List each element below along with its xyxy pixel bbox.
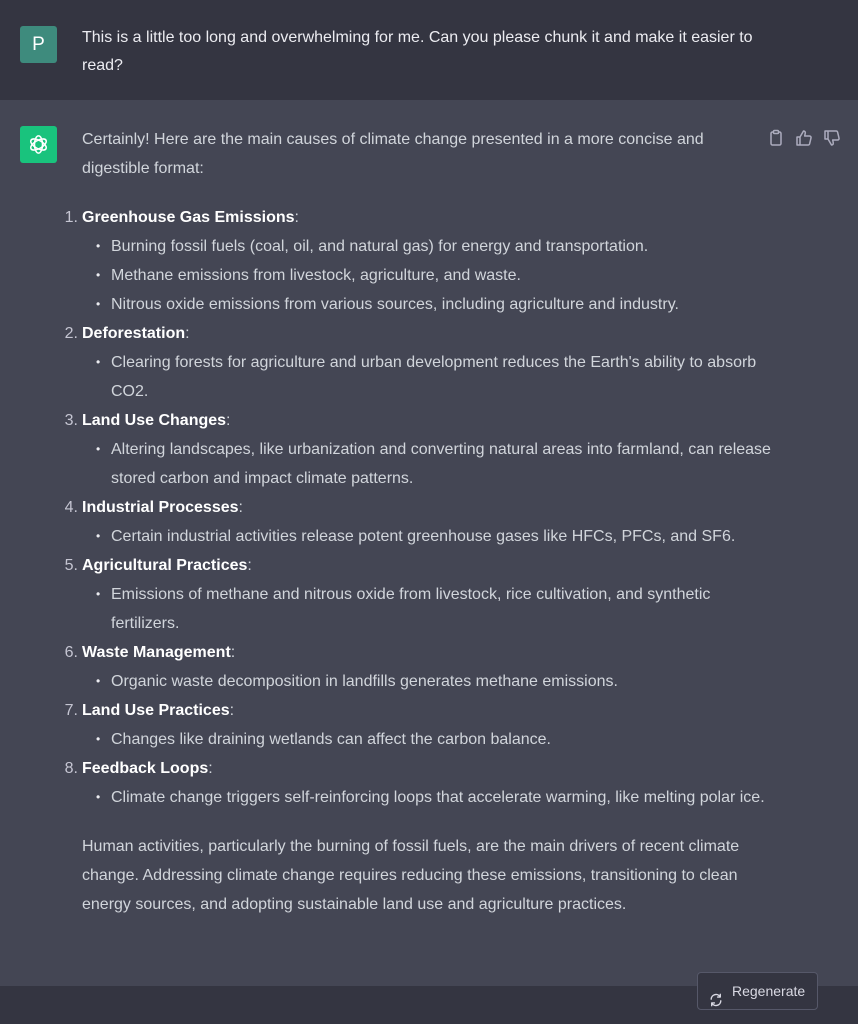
list-item: 4. Industrial Processes: • Certain industrial activities release potent greenhouse gases like HFCs, PFCs, and SF6. bbox=[82, 493, 772, 551]
user-avatar: P bbox=[20, 26, 57, 63]
sub-point: • Clearing forests for agriculture and urban development reduces the Earth's ability to absorb CO2. bbox=[96, 354, 757, 400]
assistant-message-row bbox=[0, 100, 858, 986]
thumbs-down-icon[interactable] bbox=[822, 128, 842, 148]
list-item: 1. Greenhouse Gas Emissions: • Burning fossil fuels (coal, oil, and natural gas) for energy and transportation. • Methane emissions from livestock, agriculture, and waste. • Nitrous oxide emissions from various sources, including agriculture and industry. bbox=[82, 203, 772, 319]
cause-title: Waste Management bbox=[82, 644, 231, 661]
sub-point: • Emissions of methane and nitrous oxide from livestock, rice cultivation, and synthetic fertilizers. bbox=[96, 586, 711, 632]
list-number: 1. bbox=[64, 209, 78, 226]
causes-list bbox=[64, 203, 772, 812]
regenerate-button[interactable] bbox=[697, 972, 818, 1010]
list-item: 2. Deforestation: • Clearing forests for agriculture and urban development reduces the Earth's ability to absorb CO2. bbox=[82, 319, 772, 406]
list-number: 4. bbox=[64, 499, 78, 516]
sub-point: • Climate change triggers self-reinforcing loops that accelerate warming, like melting polar ice. bbox=[96, 789, 765, 806]
list-item: 7. Land Use Practices: • Changes like draining wetlands can affect the carbon balance. bbox=[82, 696, 772, 754]
list-item: 5. Agricultural Practices: • Emissions of methane and nitrous oxide from livestock, rice cultivation, and synthetic fertilizers. bbox=[82, 551, 772, 638]
assistant-message-content bbox=[64, 125, 772, 919]
cause-title: Feedback Loops bbox=[82, 760, 209, 777]
cause-title: Land Use Practices bbox=[82, 702, 230, 719]
cause-title: Deforestation bbox=[82, 325, 186, 342]
sub-point: • Changes like draining wetlands can affect the carbon balance. bbox=[96, 731, 551, 748]
user-message-text: This is a little too long and overwhelming for me. Can you please chunk it and make it easier to read? bbox=[82, 29, 753, 74]
list-item: 3. Land Use Changes: • Altering landscapes, like urbanization and converting natural areas into farmland, can release stored carbon and impact climate patterns. bbox=[82, 406, 772, 493]
list-number: 7. bbox=[64, 702, 78, 719]
sub-point: • Altering landscapes, like urbanization and converting natural areas into farmland, can release stored carbon and impact climate patterns. bbox=[96, 441, 771, 487]
list-number: 3. bbox=[64, 412, 78, 429]
assistant-summary: Human activities, particularly the burning of fossil fuels, are the main drivers of recent climate change. Addressing climate change requires reducing these emissions, transitioning to clean energy sources, and adopting sustainable land use and agriculture practices. bbox=[82, 838, 740, 913]
user-message-row bbox=[0, 0, 858, 101]
message-actions bbox=[766, 128, 846, 148]
sub-point: • Methane emissions from livestock, agriculture, and waste. bbox=[96, 267, 521, 284]
list-item: 8. Feedback Loops: • Climate change triggers self-reinforcing loops that accelerate warming, like melting polar ice. bbox=[82, 754, 772, 812]
cause-title: Land Use Changes bbox=[82, 412, 227, 429]
list-number: 5. bbox=[64, 557, 78, 574]
regenerate-label: Regenerate bbox=[732, 983, 806, 999]
sub-point: • Certain industrial activities release potent greenhouse gases like HFCs, PFCs, and SF6. bbox=[96, 528, 736, 545]
sub-point: • Burning fossil fuels (coal, oil, and natural gas) for energy and transportation. bbox=[96, 238, 649, 255]
thumbs-up-icon[interactable] bbox=[794, 128, 814, 148]
openai-logo-icon bbox=[27, 133, 50, 156]
list-item: 6. Waste Management: • Organic waste decomposition in landfills generates methane emissions. bbox=[82, 638, 772, 696]
cause-title: Industrial Processes bbox=[82, 499, 239, 516]
sub-point: • Nitrous oxide emissions from various sources, including agriculture and industry. bbox=[96, 296, 679, 313]
cause-title: Agricultural Practices bbox=[82, 557, 248, 574]
sub-point: • Organic waste decomposition in landfills generates methane emissions. bbox=[96, 673, 618, 690]
list-number: 6. bbox=[64, 644, 78, 661]
assistant-avatar bbox=[20, 126, 57, 163]
cause-title: Greenhouse Gas Emissions bbox=[82, 209, 295, 226]
list-number: 8. bbox=[64, 760, 78, 777]
list-number: 2. bbox=[64, 325, 78, 342]
refresh-icon bbox=[709, 984, 723, 1020]
assistant-intro: Certainly! Here are the main causes of climate change presented in a more concise and digestible format: bbox=[82, 131, 704, 177]
